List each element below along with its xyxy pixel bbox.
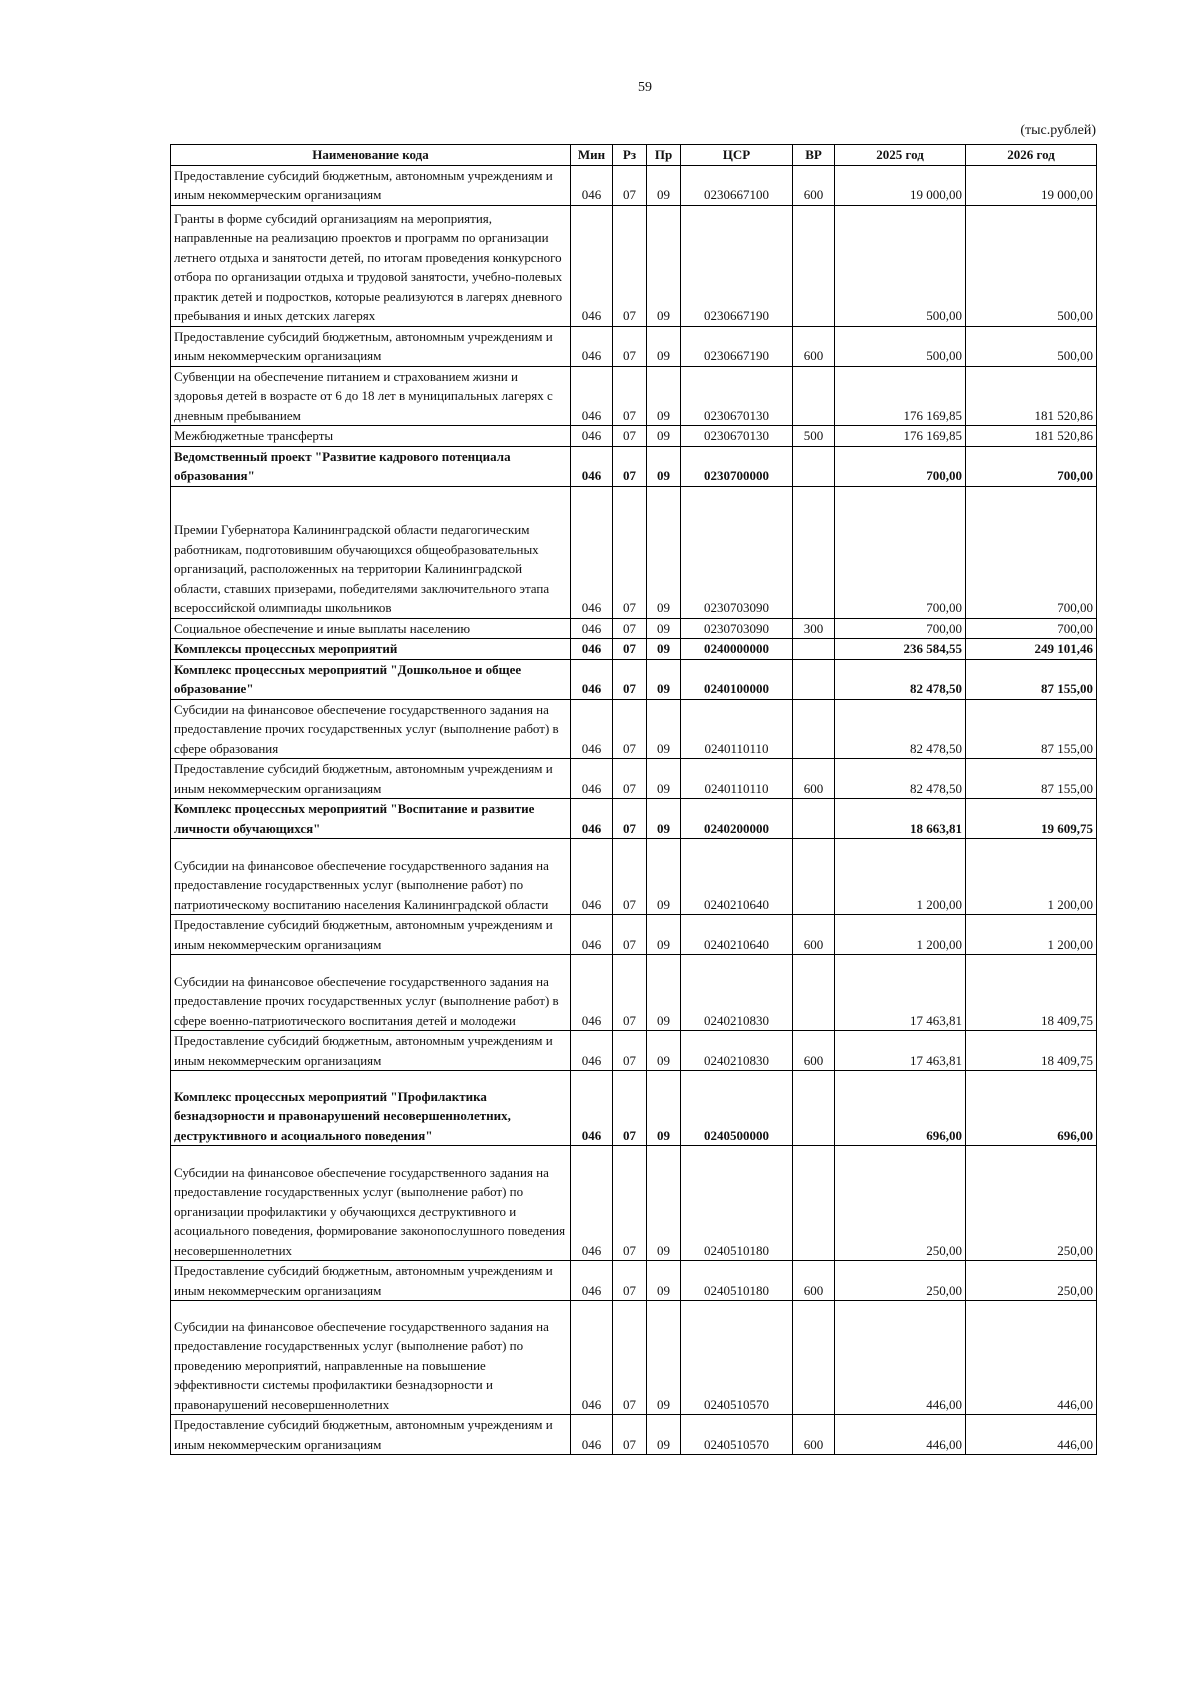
cell-csr: 0240100000 xyxy=(681,659,793,699)
cell-rz: 07 xyxy=(613,639,647,660)
cell-vr xyxy=(793,446,835,486)
cell-2026: 87 155,00 xyxy=(966,759,1097,799)
cell-2026: 250,00 xyxy=(966,1146,1097,1261)
cell-name: Предоставление субсидий бюджетным, автономным учреждениям и иным некоммерческим организациям xyxy=(171,326,571,366)
cell-2025: 17 463,81 xyxy=(835,1031,966,1071)
cell-vr: 600 xyxy=(793,1415,835,1455)
cell-rz: 07 xyxy=(613,1146,647,1261)
cell-rz: 07 xyxy=(613,205,647,326)
cell-pr: 09 xyxy=(647,446,681,486)
cell-pr: 09 xyxy=(647,1071,681,1146)
cell-2025: 82 478,50 xyxy=(835,659,966,699)
cell-rz: 07 xyxy=(613,1261,647,1301)
cell-pr: 09 xyxy=(647,955,681,1031)
cell-csr: 0240510570 xyxy=(681,1301,793,1415)
cell-name: Премии Губернатора Калининградской области педагогическим работникам, подготовившим обучающихся общеобразовательных организаций, расположенных на территории Калининградской области, ставших призерами, победителями заключительного этапа всероссийской олимпиады школьников xyxy=(171,486,571,618)
cell-2025: 700,00 xyxy=(835,618,966,639)
cell-vr xyxy=(793,486,835,618)
cell-rz: 07 xyxy=(613,326,647,366)
cell-min: 046 xyxy=(571,759,613,799)
table-row xyxy=(171,618,1097,639)
cell-2025: 700,00 xyxy=(835,486,966,618)
cell-pr: 09 xyxy=(647,1031,681,1071)
cell-min: 046 xyxy=(571,1071,613,1146)
cell-name: Предоставление субсидий бюджетным, автономным учреждениям и иным некоммерческим организациям xyxy=(171,1415,571,1455)
cell-2025: 696,00 xyxy=(835,1071,966,1146)
header-pr: Пр xyxy=(647,145,681,166)
cell-2026: 696,00 xyxy=(966,1071,1097,1146)
table-row xyxy=(171,1261,1097,1301)
cell-vr xyxy=(793,639,835,660)
cell-2026: 700,00 xyxy=(966,446,1097,486)
cell-rz: 07 xyxy=(613,955,647,1031)
cell-min: 046 xyxy=(571,1261,613,1301)
cell-rz: 07 xyxy=(613,165,647,205)
table-row xyxy=(171,1415,1097,1455)
cell-2025: 19 000,00 xyxy=(835,165,966,205)
cell-min: 046 xyxy=(571,165,613,205)
cell-name: Субвенции на обеспечение питанием и страхованием жизни и здоровья детей в возрасте от 6 до 18 лет в муниципальных лагерях с дневным пребыванием xyxy=(171,366,571,426)
cell-vr: 600 xyxy=(793,326,835,366)
cell-name: Предоставление субсидий бюджетным, автономным учреждениям и иным некоммерческим организациям xyxy=(171,759,571,799)
cell-2026: 249 101,46 xyxy=(966,639,1097,660)
cell-2025: 250,00 xyxy=(835,1146,966,1261)
cell-min: 046 xyxy=(571,1301,613,1415)
cell-pr: 09 xyxy=(647,205,681,326)
cell-2025: 1 200,00 xyxy=(835,839,966,915)
cell-min: 046 xyxy=(571,486,613,618)
cell-name: Комплекс процессных мероприятий "Профилактика безнадзорности и правонарушений несовершеннолетних, деструктивного и асоциального поведения" xyxy=(171,1071,571,1146)
cell-csr: 0240210830 xyxy=(681,955,793,1031)
cell-pr: 09 xyxy=(647,1146,681,1261)
table-row xyxy=(171,1146,1097,1261)
table-row xyxy=(171,326,1097,366)
cell-vr xyxy=(793,205,835,326)
cell-csr: 0230667190 xyxy=(681,205,793,326)
table-row xyxy=(171,1071,1097,1146)
cell-2026: 700,00 xyxy=(966,486,1097,618)
cell-csr: 0240510180 xyxy=(681,1261,793,1301)
header-name: Наименование кода xyxy=(171,145,571,166)
page-number: 59 xyxy=(638,80,652,95)
cell-pr: 09 xyxy=(647,1415,681,1455)
cell-vr: 600 xyxy=(793,1031,835,1071)
cell-rz: 07 xyxy=(613,839,647,915)
cell-2025: 250,00 xyxy=(835,1261,966,1301)
cell-pr: 09 xyxy=(647,915,681,955)
cell-name: Предоставление субсидий бюджетным, автономным учреждениям и иным некоммерческим организациям xyxy=(171,165,571,205)
table-row xyxy=(171,486,1097,618)
cell-csr: 0240110110 xyxy=(681,759,793,799)
cell-csr: 0230667190 xyxy=(681,326,793,366)
cell-2025: 18 663,81 xyxy=(835,799,966,839)
table-row xyxy=(171,639,1097,660)
cell-pr: 09 xyxy=(647,839,681,915)
header-2026: 2026 год xyxy=(966,145,1097,166)
cell-name: Субсидии на финансовое обеспечение государственного задания на предоставление государственных услуг (выполнение работ) по патриотическому воспитанию населения Калининградской области xyxy=(171,839,571,915)
cell-pr: 09 xyxy=(647,639,681,660)
table-row xyxy=(171,205,1097,326)
table-row xyxy=(171,165,1097,205)
table-row xyxy=(171,915,1097,955)
cell-2025: 236 584,55 xyxy=(835,639,966,660)
table-row xyxy=(171,446,1097,486)
cell-vr xyxy=(793,699,835,759)
cell-name: Предоставление субсидий бюджетным, автономным учреждениям и иным некоммерческим организациям xyxy=(171,1031,571,1071)
cell-rz: 07 xyxy=(613,446,647,486)
header-min: Мин xyxy=(571,145,613,166)
cell-2025: 176 169,85 xyxy=(835,426,966,447)
cell-csr: 0230670130 xyxy=(681,426,793,447)
cell-min: 046 xyxy=(571,618,613,639)
cell-pr: 09 xyxy=(647,165,681,205)
cell-min: 046 xyxy=(571,639,613,660)
cell-rz: 07 xyxy=(613,1031,647,1071)
cell-name: Гранты в форме субсидий организациям на мероприятия, направленные на реализацию проектов и программ по организации летнего отдыха и занятости детей, по итогам проведения конкурсного отбора по организации отдыха и трудовой занятости, учебно-полевых практик детей и подростков, которые реализуются в лагерях дневного пребывания и иных детских лагерях xyxy=(171,205,571,326)
table-row xyxy=(171,955,1097,1031)
cell-2025: 446,00 xyxy=(835,1415,966,1455)
cell-pr: 09 xyxy=(647,366,681,426)
header-2025: 2025 год xyxy=(835,145,966,166)
cell-2026: 446,00 xyxy=(966,1415,1097,1455)
cell-pr: 09 xyxy=(647,618,681,639)
cell-name: Межбюджетные трансферты xyxy=(171,426,571,447)
cell-vr xyxy=(793,1146,835,1261)
cell-vr xyxy=(793,1071,835,1146)
cell-min: 046 xyxy=(571,799,613,839)
cell-csr: 0230700000 xyxy=(681,446,793,486)
units-label: (тыс.рублей) xyxy=(1020,123,1096,138)
table-row xyxy=(171,759,1097,799)
cell-vr xyxy=(793,839,835,915)
cell-2025: 17 463,81 xyxy=(835,955,966,1031)
cell-min: 046 xyxy=(571,1146,613,1261)
cell-csr: 0230703090 xyxy=(681,486,793,618)
cell-2025: 500,00 xyxy=(835,326,966,366)
cell-min: 046 xyxy=(571,839,613,915)
header-rz: Рз xyxy=(613,145,647,166)
cell-2026: 181 520,86 xyxy=(966,366,1097,426)
cell-pr: 09 xyxy=(647,659,681,699)
cell-rz: 07 xyxy=(613,799,647,839)
cell-rz: 07 xyxy=(613,1301,647,1415)
table-row xyxy=(171,366,1097,426)
table-row xyxy=(171,839,1097,915)
cell-2026: 181 520,86 xyxy=(966,426,1097,447)
cell-rz: 07 xyxy=(613,486,647,618)
header-row xyxy=(171,145,1097,166)
cell-name: Субсидии на финансовое обеспечение государственного задания на предоставление прочих государственных услуг (выполнение работ) в сфере образования xyxy=(171,699,571,759)
budget-table xyxy=(170,144,1097,1455)
cell-rz: 07 xyxy=(613,915,647,955)
table-row xyxy=(171,799,1097,839)
cell-2026: 19 000,00 xyxy=(966,165,1097,205)
cell-name: Комплекс процессных мероприятий "Дошкольное и общее образование" xyxy=(171,659,571,699)
cell-min: 046 xyxy=(571,699,613,759)
table-row xyxy=(171,1031,1097,1071)
cell-vr xyxy=(793,955,835,1031)
cell-pr: 09 xyxy=(647,486,681,618)
cell-2025: 1 200,00 xyxy=(835,915,966,955)
cell-vr: 500 xyxy=(793,426,835,447)
table-row xyxy=(171,699,1097,759)
table-row xyxy=(171,426,1097,447)
cell-name: Социальное обеспечение и иные выплаты населению xyxy=(171,618,571,639)
cell-min: 046 xyxy=(571,1415,613,1455)
cell-2026: 250,00 xyxy=(966,1261,1097,1301)
cell-name: Субсидии на финансовое обеспечение государственного задания на предоставление государственных услуг (выполнение работ) по проведению мероприятий, направленные на повышение эффективности системы профилактики безнадзорности и правонарушений несовершеннолетних xyxy=(171,1301,571,1415)
cell-vr: 600 xyxy=(793,915,835,955)
cell-name: Предоставление субсидий бюджетным, автономным учреждениям и иным некоммерческим организациям xyxy=(171,915,571,955)
cell-name: Ведомственный проект "Развитие кадрового потенциала образования" xyxy=(171,446,571,486)
header-vr: ВР xyxy=(793,145,835,166)
cell-rz: 07 xyxy=(613,699,647,759)
cell-vr: 600 xyxy=(793,165,835,205)
cell-vr xyxy=(793,1301,835,1415)
cell-csr: 0240510180 xyxy=(681,1146,793,1261)
cell-2026: 1 200,00 xyxy=(966,839,1097,915)
cell-vr: 300 xyxy=(793,618,835,639)
cell-rz: 07 xyxy=(613,618,647,639)
cell-2026: 18 409,75 xyxy=(966,955,1097,1031)
cell-rz: 07 xyxy=(613,659,647,699)
cell-rz: 07 xyxy=(613,426,647,447)
cell-min: 046 xyxy=(571,1031,613,1071)
cell-rz: 07 xyxy=(613,366,647,426)
cell-pr: 09 xyxy=(647,426,681,447)
cell-2026: 500,00 xyxy=(966,326,1097,366)
cell-2025: 176 169,85 xyxy=(835,366,966,426)
cell-pr: 09 xyxy=(647,699,681,759)
cell-2026: 18 409,75 xyxy=(966,1031,1097,1071)
cell-csr: 0230667100 xyxy=(681,165,793,205)
cell-csr: 0240200000 xyxy=(681,799,793,839)
cell-2026: 87 155,00 xyxy=(966,659,1097,699)
cell-2026: 500,00 xyxy=(966,205,1097,326)
cell-2025: 446,00 xyxy=(835,1301,966,1415)
cell-csr: 0230703090 xyxy=(681,618,793,639)
cell-min: 046 xyxy=(571,205,613,326)
cell-name: Комплексы процессных мероприятий xyxy=(171,639,571,660)
cell-pr: 09 xyxy=(647,799,681,839)
cell-min: 046 xyxy=(571,955,613,1031)
cell-pr: 09 xyxy=(647,1261,681,1301)
cell-csr: 0240210640 xyxy=(681,839,793,915)
cell-name: Комплекс процессных мероприятий "Воспитание и развитие личности обучающихся" xyxy=(171,799,571,839)
cell-pr: 09 xyxy=(647,326,681,366)
cell-min: 046 xyxy=(571,366,613,426)
cell-min: 046 xyxy=(571,426,613,447)
cell-min: 046 xyxy=(571,659,613,699)
cell-min: 046 xyxy=(571,446,613,486)
cell-2026: 1 200,00 xyxy=(966,915,1097,955)
cell-pr: 09 xyxy=(647,759,681,799)
cell-2026: 446,00 xyxy=(966,1301,1097,1415)
cell-csr: 0240210640 xyxy=(681,915,793,955)
cell-csr: 0240110110 xyxy=(681,699,793,759)
cell-2026: 700,00 xyxy=(966,618,1097,639)
cell-rz: 07 xyxy=(613,1071,647,1146)
cell-min: 046 xyxy=(571,915,613,955)
cell-vr xyxy=(793,659,835,699)
cell-min: 046 xyxy=(571,326,613,366)
cell-2026: 87 155,00 xyxy=(966,699,1097,759)
cell-name: Предоставление субсидий бюджетным, автономным учреждениям и иным некоммерческим организациям xyxy=(171,1261,571,1301)
header-csr: ЦСР xyxy=(681,145,793,166)
cell-vr: 600 xyxy=(793,759,835,799)
cell-name: Субсидии на финансовое обеспечение государственного задания на предоставление государственных услуг (выполнение работ) по организации профилактики у обучающихся деструктивного и асоциального поведения, формирование законопослушного поведения несовершеннолетних xyxy=(171,1146,571,1261)
cell-vr: 600 xyxy=(793,1261,835,1301)
cell-2025: 82 478,50 xyxy=(835,759,966,799)
cell-2026: 19 609,75 xyxy=(966,799,1097,839)
cell-csr: 0240500000 xyxy=(681,1071,793,1146)
cell-2025: 500,00 xyxy=(835,205,966,326)
cell-2025: 700,00 xyxy=(835,446,966,486)
cell-rz: 07 xyxy=(613,759,647,799)
cell-csr: 0240000000 xyxy=(681,639,793,660)
table-row xyxy=(171,1301,1097,1415)
cell-rz: 07 xyxy=(613,1415,647,1455)
cell-vr xyxy=(793,799,835,839)
cell-csr: 0240510570 xyxy=(681,1415,793,1455)
cell-csr: 0230670130 xyxy=(681,366,793,426)
cell-pr: 09 xyxy=(647,1301,681,1415)
cell-csr: 0240210830 xyxy=(681,1031,793,1071)
table-row xyxy=(171,659,1097,699)
cell-2025: 82 478,50 xyxy=(835,699,966,759)
cell-vr xyxy=(793,366,835,426)
cell-name: Субсидии на финансовое обеспечение государственного задания на предоставление прочих государственных услуг (выполнение работ) в сфере военно-патриотического воспитания детей и молодежи xyxy=(171,955,571,1031)
